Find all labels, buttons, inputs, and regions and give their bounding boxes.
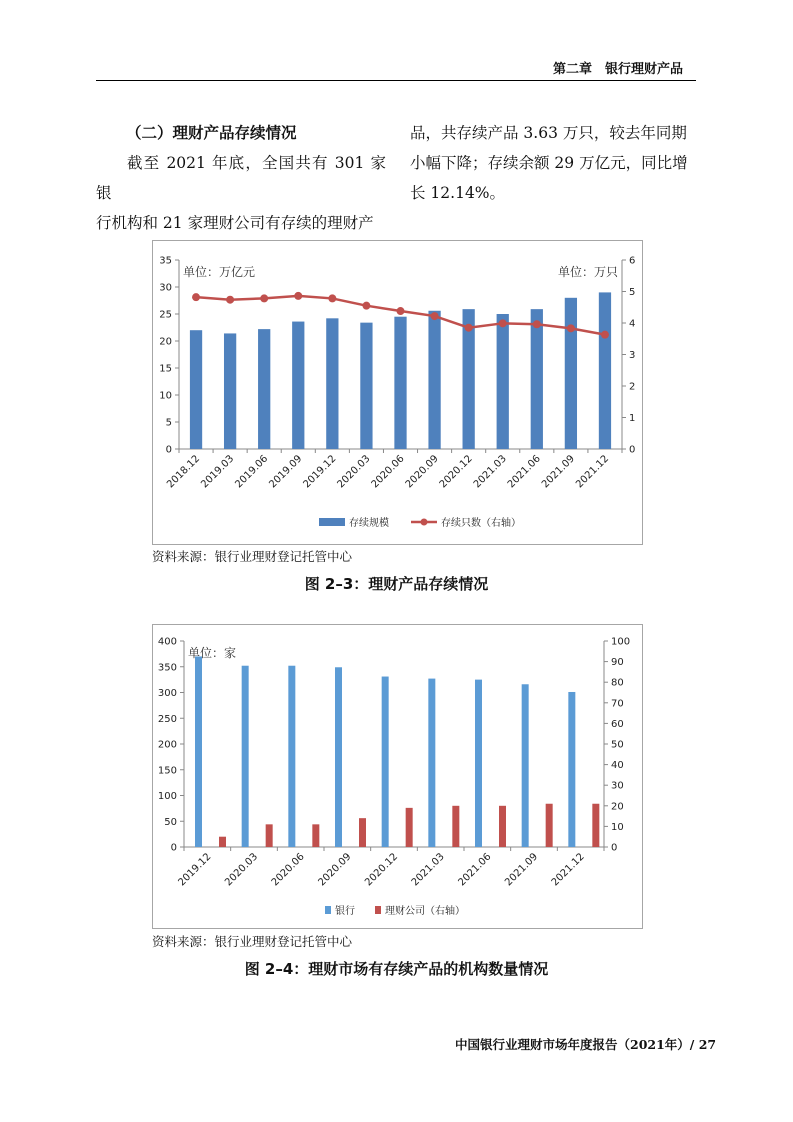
line-point xyxy=(431,312,439,320)
x-tick-label: 2020.12 xyxy=(363,851,401,889)
bar-1 xyxy=(224,333,236,449)
bar-1 xyxy=(394,317,406,449)
line-point xyxy=(601,331,609,339)
figure-1-source: 资料来源：银行业理财登记托管中心 xyxy=(152,549,353,564)
section-title: （二）理财产品存续情况 xyxy=(126,123,297,142)
right-tick-label: 0 xyxy=(629,444,636,456)
bar-1 xyxy=(565,298,577,449)
legend-marker xyxy=(421,519,428,526)
right-tick-label: 80 xyxy=(611,677,624,689)
left-tick-label: 15 xyxy=(159,363,172,375)
left-tick-label: 150 xyxy=(157,765,177,777)
bar-1 xyxy=(382,677,389,847)
x-tick-label: 2020.06 xyxy=(369,453,407,491)
bar-1 xyxy=(242,666,249,847)
bar-2 xyxy=(359,818,366,847)
left-tick-label: 400 xyxy=(157,636,177,648)
bar-2 xyxy=(546,804,553,847)
bar-1 xyxy=(360,323,372,449)
x-tick-label: 2019.09 xyxy=(267,453,305,491)
right-tick-label: 2 xyxy=(629,381,636,393)
line-point xyxy=(260,294,268,302)
bar-1 xyxy=(195,656,202,847)
x-tick-label: 2021.12 xyxy=(574,453,612,491)
bar-2 xyxy=(312,824,319,847)
left-unit-label: 单位：万亿元 xyxy=(183,265,256,279)
left-tick-label: 0 xyxy=(170,842,177,854)
right-tick-label: 70 xyxy=(611,698,624,710)
left-tick-label: 30 xyxy=(159,282,172,294)
right-tick-label: 40 xyxy=(611,760,624,772)
left-tick-label: 5 xyxy=(165,417,172,429)
x-tick-label: 2020.03 xyxy=(335,453,373,491)
left-tick-label: 350 xyxy=(157,662,177,674)
legend-label-1: 银行 xyxy=(335,906,355,917)
bar-2 xyxy=(592,804,599,847)
right-tick-label: 60 xyxy=(611,718,624,730)
left-tick-label: 200 xyxy=(157,739,177,751)
line-point xyxy=(328,294,336,302)
left-tick-label: 100 xyxy=(157,791,177,802)
right-unit-label: 单位：万只 xyxy=(557,265,618,279)
right-tick-label: 90 xyxy=(611,657,624,669)
line-point xyxy=(294,292,302,300)
paragraph-line-5: 长 12.14%。 xyxy=(410,184,506,202)
left-tick-label: 35 xyxy=(159,255,172,267)
line-point xyxy=(567,324,575,332)
right-tick-label: 3 xyxy=(629,350,636,361)
right-tick-label: 100 xyxy=(611,636,631,648)
bar-1 xyxy=(428,679,435,847)
bar-2 xyxy=(499,806,506,847)
line-point xyxy=(362,302,370,310)
bar-1 xyxy=(326,318,338,449)
header-rule xyxy=(96,80,696,81)
bar-2 xyxy=(406,808,413,847)
x-tick-label: 2020.09 xyxy=(316,851,354,889)
x-tick-label: 2021.06 xyxy=(505,453,543,491)
x-tick-label: 2021.09 xyxy=(503,851,541,889)
bar-1 xyxy=(288,666,295,847)
right-tick-label: 30 xyxy=(611,780,624,792)
x-tick-label: 2021.03 xyxy=(409,851,447,889)
page-footer: 中国银行业理财市场年度报告（2021年）/ 27 xyxy=(455,1037,717,1052)
bar-1 xyxy=(292,322,304,449)
right-tick-label: 20 xyxy=(611,801,624,813)
x-tick-label: 2019.03 xyxy=(199,453,237,491)
x-tick-label: 2019.12 xyxy=(301,453,339,491)
x-tick-label: 2020.12 xyxy=(437,453,475,491)
paragraph-line-3: 品，共存续产品 3.63 万只，较去年同期 xyxy=(410,124,687,142)
bar-2 xyxy=(452,806,459,847)
bar-1 xyxy=(335,667,342,847)
bar-1 xyxy=(258,329,270,449)
x-tick-label: 2021.03 xyxy=(471,453,509,491)
line-point xyxy=(397,307,405,315)
bar-1 xyxy=(599,292,611,449)
bar-1 xyxy=(568,692,575,847)
legend-swatch-2 xyxy=(375,906,381,914)
bar-1 xyxy=(497,314,509,449)
x-tick-label: 2020.06 xyxy=(269,851,307,889)
chart-institution-count xyxy=(152,624,643,929)
line-point xyxy=(192,293,200,301)
line-point xyxy=(499,319,507,327)
line-point xyxy=(226,296,234,304)
right-tick-label: 10 xyxy=(611,821,624,833)
x-tick-label: 2018.12 xyxy=(165,453,203,491)
bar-2 xyxy=(219,837,226,847)
x-tick-label: 2019.06 xyxy=(233,453,271,491)
figure-2-caption: 图 2–4：理财市场有存续产品的机构数量情况 xyxy=(244,960,549,978)
bar-1 xyxy=(190,330,202,449)
left-tick-label: 0 xyxy=(165,444,172,456)
right-column xyxy=(410,118,696,208)
x-tick-label: 2020.09 xyxy=(403,453,441,491)
legend-swatch-1 xyxy=(319,518,345,526)
left-tick-label: 25 xyxy=(159,309,172,321)
right-tick-label: 1 xyxy=(629,413,636,424)
x-tick-label: 2019.12 xyxy=(176,851,214,889)
chart-product-duration xyxy=(152,240,643,545)
paragraph-line-1: 截至 2021 年底，全国共有 301 家银 xyxy=(96,154,386,202)
right-tick-label: 50 xyxy=(611,739,624,751)
x-tick-label: 2021.09 xyxy=(539,453,578,491)
line-point xyxy=(533,320,541,328)
x-tick-label: 2020.03 xyxy=(223,851,261,889)
x-tick-label: 2021.12 xyxy=(549,851,587,889)
legend-label-2: 理财公司（右轴） xyxy=(385,906,465,917)
right-tick-label: 6 xyxy=(629,255,636,267)
left-tick-label: 250 xyxy=(157,713,177,725)
legend-swatch-1 xyxy=(325,906,331,914)
right-tick-label: 4 xyxy=(629,318,636,330)
x-tick-label: 2021.06 xyxy=(456,851,494,889)
left-tick-label: 50 xyxy=(164,816,177,828)
bar-2 xyxy=(266,824,273,847)
bar-1 xyxy=(531,309,543,449)
paragraph-line-2: 行机构和 21 家理财公司有存续的理财产 xyxy=(96,214,374,232)
left-column xyxy=(96,118,386,238)
figure-2-source: 资料来源：银行业理财登记托管中心 xyxy=(152,934,353,949)
chart-1-svg xyxy=(153,241,642,544)
paragraph-line-4: 小幅下降；存续余额 29 万亿元，同比增 xyxy=(410,154,688,172)
left-tick-label: 10 xyxy=(159,390,172,402)
line-point xyxy=(465,324,473,332)
bar-1 xyxy=(522,684,529,847)
right-tick-label: 5 xyxy=(629,287,636,298)
legend-label-1: 存续规模 xyxy=(349,518,389,529)
bar-1 xyxy=(475,680,482,847)
left-unit-label: 单位：家 xyxy=(188,646,237,660)
chart-2-svg xyxy=(153,625,642,928)
right-tick-label: 0 xyxy=(611,842,618,854)
left-tick-label: 300 xyxy=(157,688,177,699)
left-tick-label: 20 xyxy=(159,336,172,348)
legend-label-2: 存续只数（右轴） xyxy=(441,518,521,529)
bar-1 xyxy=(428,311,440,449)
figure-1-caption: 图 2–3：理财产品存续情况 xyxy=(304,575,489,593)
chapter-header: 第二章 银行理财产品 xyxy=(553,62,684,77)
